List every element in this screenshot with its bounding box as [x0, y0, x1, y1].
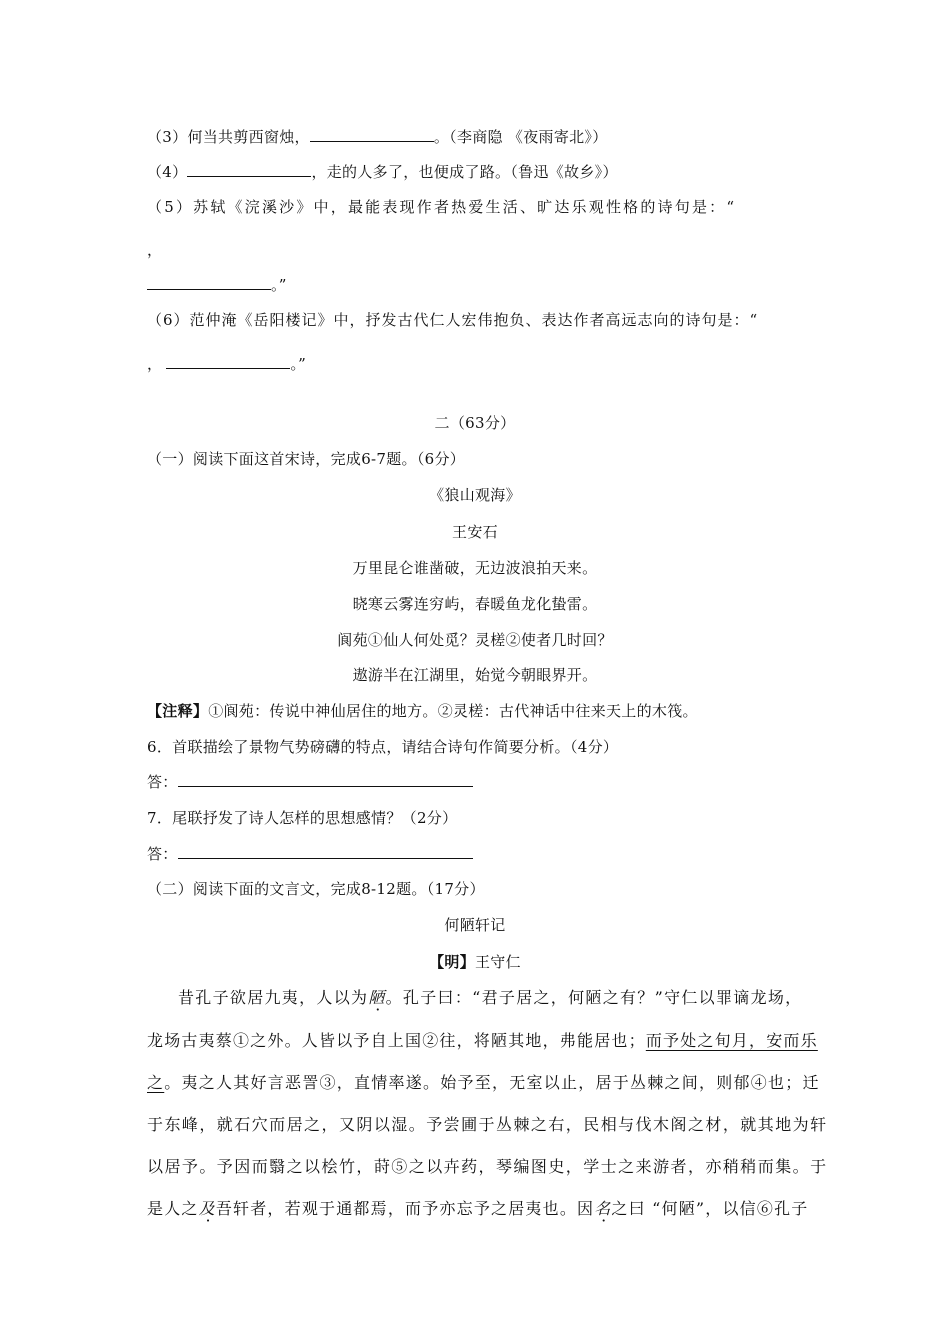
- poem-title: 《狼山观海》: [429, 486, 521, 504]
- emphasized-word: 及: [198, 1199, 216, 1218]
- q5-end-line: [147, 275, 287, 295]
- text-run: 龙场古夷蔡①之外。人皆以予自上国②往，将陋其地，弗能居也；: [147, 1031, 646, 1050]
- answer-blank[interactable]: [178, 844, 473, 859]
- essay-title: 何陋轩记: [444, 916, 506, 934]
- section-heading: 二（63分）: [434, 414, 516, 432]
- essay-line-1: [178, 988, 843, 1008]
- q3-suffix: 。（李商隐 《夜雨寄北》）: [433, 128, 608, 146]
- text-run: 吾轩者，若观于通都焉，而予亦忘予之居夷也。因: [215, 1199, 595, 1218]
- answer-label: 答：: [147, 773, 178, 791]
- author-name: 王守仁: [475, 953, 521, 971]
- text-run: 。孔子曰：“君子居之，何陋之有？”守仁以罪谪龙场，: [385, 988, 803, 1007]
- text-run: 是人之: [147, 1199, 199, 1218]
- part1-intro: （一）阅读下面这首宋诗，完成6-7题。（6分）: [147, 450, 466, 468]
- emphasized-word: 陋: [368, 988, 386, 1007]
- text-run: 昔孔子欲居九夷，人以为: [178, 988, 369, 1007]
- note-label: 【注释】: [147, 702, 209, 720]
- question-5: [147, 197, 736, 217]
- dynasty-tag: 【明】: [429, 953, 475, 971]
- answer-line-7: [147, 844, 473, 864]
- poem-line-2: 晓寒云雾连穷屿，春暖鱼龙化蛰雷。: [352, 595, 598, 613]
- poem-notes: [147, 701, 698, 721]
- essay-line-5: 以居予。予因而翳之以桧竹，莳⑤之以卉药，琴编图史，学士之来游者，亦稍稍而集。于: [147, 1157, 828, 1176]
- underlined-sentence: 而予处之旬月，安而乐: [645, 1031, 818, 1050]
- essay-line-6: [147, 1199, 812, 1219]
- essay-author: [0, 952, 950, 972]
- q4-suffix: ，走的人多了，也便成了路。（鲁迅《故乡》）: [311, 163, 618, 181]
- question-4: [147, 162, 618, 182]
- answer-blank[interactable]: [178, 772, 473, 787]
- poem-line-1: 万里昆仑谁凿破，无边波浪拍天来。: [352, 559, 598, 577]
- answer-blank[interactable]: [310, 127, 434, 142]
- answer-blank[interactable]: [166, 354, 290, 369]
- underlined-sentence: 之: [147, 1073, 165, 1092]
- q5-text: （5）苏轼《浣溪沙》中，最能表现作者热爱生活、旷达乐观性格的诗句是：“: [147, 198, 737, 216]
- answer-blank[interactable]: [187, 162, 311, 177]
- essay-line-4: 于东峰，就石穴而居之，又阴以湿。予尝圃于丛棘之右，民相与伐木阁之材，就其地为轩: [147, 1115, 828, 1134]
- question-6: 6．首联描绘了景物气势磅礴的特点，请结合诗句作简要分析。（4分）: [147, 738, 619, 756]
- poem-author: 王安石: [452, 523, 498, 541]
- answer-line-6: [147, 772, 473, 792]
- q6-text: （6）范仲淹《岳阳楼记》中，抒发古代仁人宏伟抱负、表达作者高远志向的诗句是：“: [147, 311, 759, 329]
- q5-comma: ，: [147, 241, 163, 259]
- question-3: [147, 127, 608, 147]
- q6-end: 。”: [290, 355, 307, 373]
- text-run: 之曰 “何陋”，以信⑥孔子: [611, 1199, 809, 1218]
- essay-line-2: [147, 1031, 818, 1051]
- emphasized-word: 名: [594, 1199, 612, 1218]
- poem-line-3: 阆苑①仙人何处觅？灵槎②使者几时回？: [337, 631, 613, 649]
- text-run: 。夷之人其好言恶詈③，直情率遂。始予至，无室以止，居于丛棘之间，则郁④也；迁: [164, 1073, 820, 1092]
- question-6-poem: [147, 310, 758, 330]
- answer-blank[interactable]: [147, 275, 271, 290]
- q5-end: 。”: [271, 276, 287, 294]
- poem-line-4: 遨游半在江湖里，始觉今朝眼界开。: [352, 666, 598, 684]
- q4-prefix: （4）: [147, 163, 188, 181]
- q6-comma: ，: [147, 355, 163, 373]
- q3-prefix: （3）何当共剪西窗烛，: [147, 128, 310, 146]
- part2-intro: （二）阅读下面的文言文，完成8-12题。（17分）: [147, 880, 485, 898]
- question-7: 7．尾联抒发了诗人怎样的思想感情？（2分）: [147, 809, 458, 827]
- essay-line-3: [147, 1073, 820, 1093]
- note-text: ①阆苑：传说中神仙居住的地方。②灵槎：古代神话中往来天上的木筏。: [208, 702, 698, 720]
- q6-end-line: [147, 354, 306, 374]
- answer-label: 答：: [147, 845, 178, 863]
